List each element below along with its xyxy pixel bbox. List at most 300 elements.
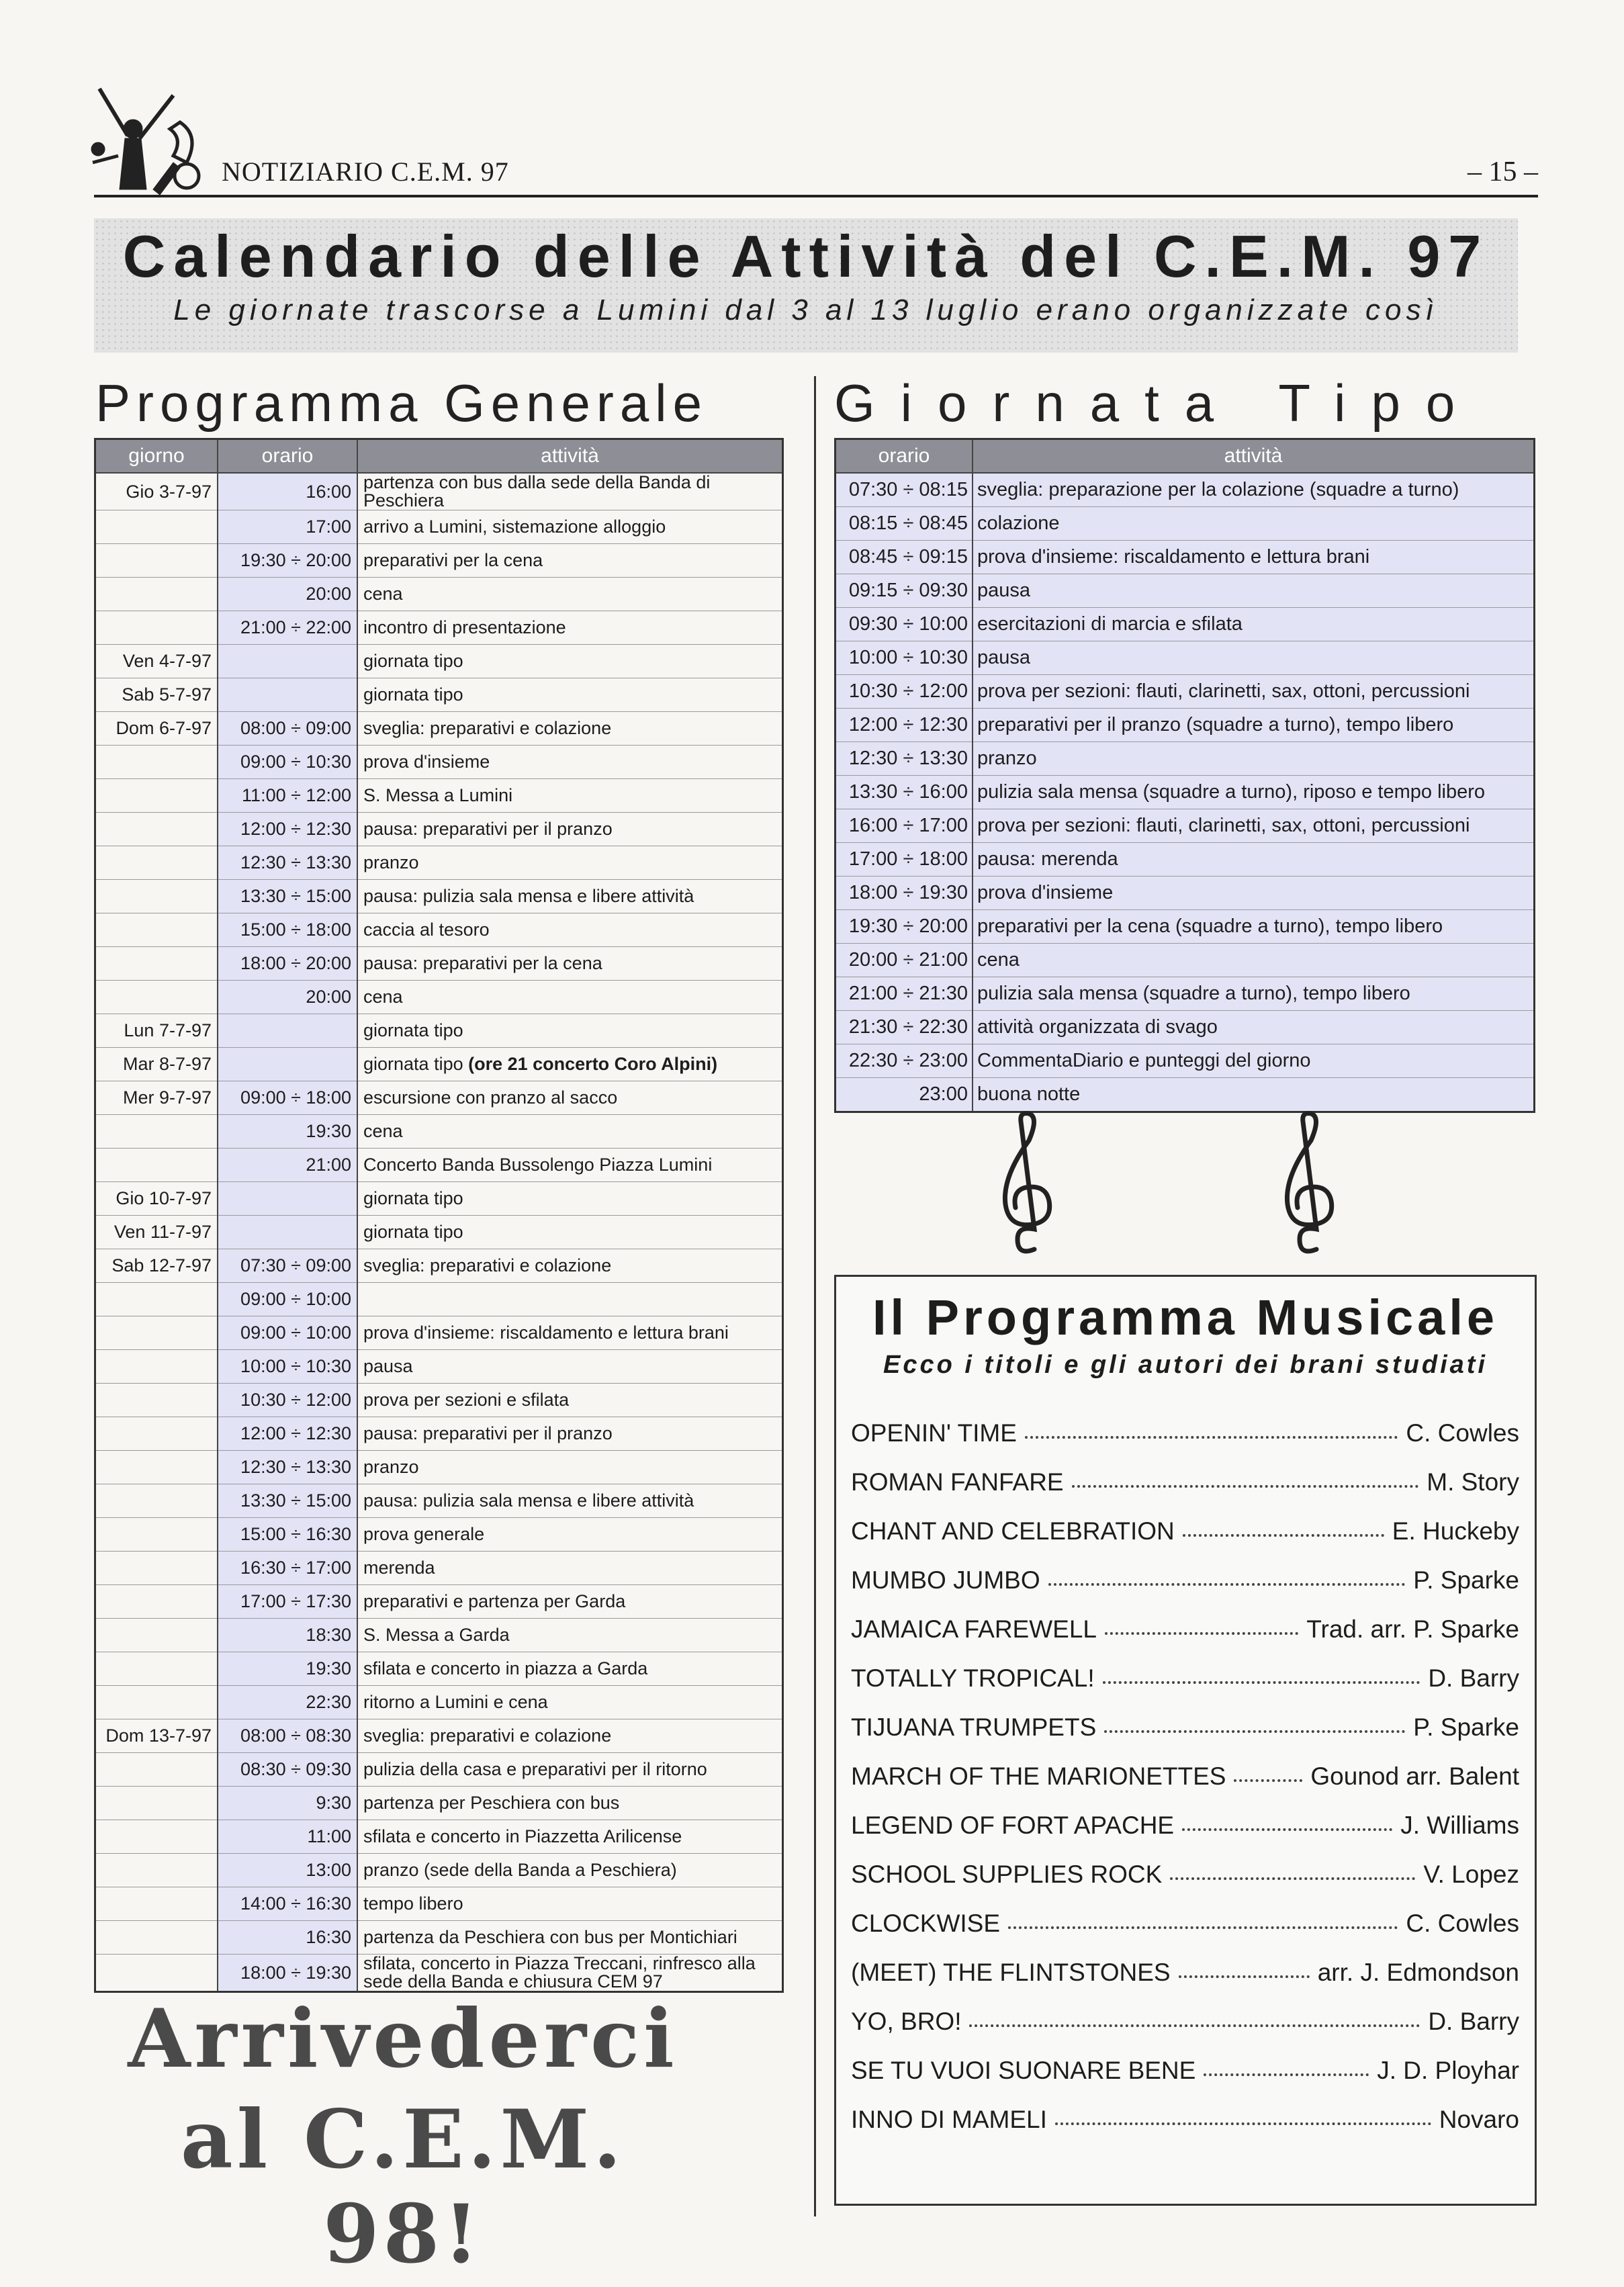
column-header-attivita: attività (973, 439, 1535, 474)
dot-leader (1103, 1681, 1420, 1684)
attivita-cell-text: prova d'insieme: riscaldamento e lettura brani (363, 1322, 729, 1343)
piece-author: J. D. Ployhar (1377, 2057, 1519, 2084)
orario-cell-text: 16:00 (306, 481, 351, 502)
attivita-cell-text: giornata tipo (363, 1054, 463, 1074)
list-item (851, 1615, 1519, 1656)
piece-title: OPENIN' TIME (851, 1419, 1017, 1447)
giorno-cell-text: Lun 7-7-97 (124, 1020, 212, 1040)
attivita-cell (357, 611, 783, 645)
attivita-cell: prova d'insieme (973, 877, 1535, 910)
farewell-message (101, 1991, 705, 2282)
attivita-cell: sveglia: preparazione per la colazione (squadre a turno) (973, 473, 1535, 507)
orario-cell: 16:00 ÷ 17:00 (836, 809, 973, 843)
attivita-cell-text: sveglia: preparativi e colazione (363, 1725, 612, 1746)
dot-leader (1234, 1779, 1302, 1782)
table-row (95, 510, 783, 544)
attivita-cell (357, 1854, 783, 1887)
piece-author: D. Barry (1428, 2008, 1519, 2035)
attivita-cell (357, 1921, 783, 1955)
table-row (95, 1552, 783, 1585)
list-item (851, 1713, 1519, 1754)
orario-cell (218, 1451, 357, 1484)
giorno-cell-text: Sab 5-7-97 (122, 684, 212, 705)
dot-leader (1055, 2122, 1431, 2125)
orario-cell (218, 712, 357, 746)
orario-cell: 13:30 ÷ 16:00 (836, 776, 973, 809)
table-row (95, 1955, 783, 1992)
giorno-cell (95, 1854, 218, 1887)
orario-cell-text: 10:30 ÷ 12:00 (240, 1390, 351, 1410)
attivita-cell (357, 1518, 783, 1552)
giorno-cell (95, 578, 218, 611)
table-row (95, 1014, 783, 1048)
attivita-cell-text: merenda (363, 1558, 435, 1578)
attivita-cell (357, 1384, 783, 1417)
giorno-cell (95, 1921, 218, 1955)
piece-author: C. Cowles (1406, 1910, 1519, 1937)
orario-cell (218, 913, 357, 947)
attivita-cell (357, 544, 783, 578)
table-row (95, 947, 783, 981)
table-row (836, 1078, 1535, 1112)
programma-generale-title: Programma Generale (95, 373, 708, 433)
attivita-cell-text: pausa: preparativi per il pranzo (363, 819, 613, 839)
list-item (851, 1959, 1519, 1999)
orario-cell-text: 19:30 ÷ 20:00 (240, 550, 351, 570)
table-row (95, 1417, 783, 1451)
table-row (95, 473, 783, 510)
orario-cell-text: 15:00 ÷ 18:00 (240, 920, 351, 940)
orario-cell: 12:00 ÷ 12:30 (836, 709, 973, 742)
column-header-orario: orario (218, 439, 357, 474)
orario-cell: 21:00 ÷ 21:30 (836, 977, 973, 1011)
table-row (95, 1182, 783, 1216)
table-row (95, 813, 783, 846)
orario-cell: 21:30 ÷ 22:30 (836, 1011, 973, 1044)
orario-cell-text: 12:00 ÷ 12:30 (240, 1423, 351, 1443)
giorno-cell (95, 913, 218, 947)
orario-cell (218, 1249, 357, 1283)
attivita-cell-text: pausa: pulizia sala mensa e libere attività (363, 1490, 694, 1511)
piece-author: D. Barry (1428, 1664, 1519, 1692)
attivita-cell-text: giornata tipo (363, 651, 463, 671)
attivita-cell-text: cena (363, 1121, 403, 1141)
attivita-cell (357, 1686, 783, 1719)
orario-cell (218, 1887, 357, 1921)
attivita-cell-text: pulizia della casa e preparativi per il ritorno (363, 1759, 707, 1779)
giorno-cell (95, 1552, 218, 1585)
attivita-cell: pranzo (973, 742, 1535, 776)
table-row (95, 678, 783, 712)
attivita-cell (357, 510, 783, 544)
orario-cell: 22:30 ÷ 23:00 (836, 1044, 973, 1078)
table-row (95, 1048, 783, 1081)
piece-title: (MEET) THE FLINTSTONES (851, 1959, 1171, 1986)
attivita-cell (357, 981, 783, 1014)
attivita-cell-text: tempo libero (363, 1893, 463, 1914)
attivita-cell (357, 1081, 783, 1115)
piece-title: CHANT AND CELEBRATION (851, 1517, 1175, 1545)
table-row (95, 1384, 783, 1417)
table-row (95, 1787, 783, 1820)
attivita-cell-text: escursione con pranzo al sacco (363, 1087, 618, 1108)
attivita-cell: prova d'insieme: riscaldamento e lettura brani (973, 541, 1535, 574)
publication-name: NOTIZIARIO C.E.M. 97 (222, 156, 509, 187)
orario-cell-text: 18:00 ÷ 19:30 (240, 1962, 351, 1983)
attivita-cell: pausa (973, 641, 1535, 675)
orario-cell (218, 1350, 357, 1384)
table-row (95, 1115, 783, 1149)
attivita-cell: preparativi per la cena (squadre a turno), tempo libero (973, 910, 1535, 944)
piece-title: LEGEND OF FORT APACHE (851, 1811, 1175, 1839)
table-row (836, 507, 1535, 541)
attivita-cell (357, 846, 783, 880)
giorno-cell (95, 746, 218, 779)
list-item (851, 2057, 1519, 2097)
table-row (95, 712, 783, 746)
orario-cell (218, 1182, 357, 1216)
orario-cell (218, 510, 357, 544)
list-item (851, 1566, 1519, 1607)
dot-leader (1182, 1828, 1392, 1831)
orario-cell (218, 1518, 357, 1552)
giorno-cell (95, 1719, 218, 1753)
attivita-cell (357, 1182, 783, 1216)
piece-author: E. Huckeby (1392, 1517, 1519, 1545)
table-row (95, 1753, 783, 1787)
attivita-cell (357, 947, 783, 981)
column-divider (814, 376, 816, 2216)
orario-cell-text: 09:00 ÷ 10:30 (240, 752, 351, 772)
programma-generale-table (94, 438, 784, 1993)
giorno-cell-text: Ven 4-7-97 (122, 651, 212, 671)
piece-author: arr. J. Edmondson (1317, 1959, 1519, 1986)
table-row (836, 809, 1535, 843)
orario-cell-text: 12:30 ÷ 13:30 (240, 852, 351, 872)
orario-cell-text: 08:30 ÷ 09:30 (240, 1759, 351, 1779)
orario-cell (218, 880, 357, 913)
giorno-cell-text: Mar 8-7-97 (122, 1054, 212, 1074)
column-header-attivita: attività (357, 439, 783, 474)
attivita-cell-text: pausa: pulizia sala mensa e libere attività (363, 886, 694, 906)
page-title: Calendario delle Attività del C.E.M. 97 (122, 223, 1490, 289)
orario-cell-text: 19:30 (306, 1121, 351, 1141)
attivita-cell-text: S. Messa a Garda (363, 1625, 510, 1645)
orario-cell: 07:30 ÷ 08:15 (836, 473, 973, 507)
piece-author: P. Sparke (1413, 1566, 1519, 1594)
piece-author: V. Lopez (1423, 1860, 1519, 1888)
dot-leader (1025, 1436, 1398, 1439)
table-row (95, 1619, 783, 1652)
orario-cell (218, 1652, 357, 1686)
attivita-cell (357, 1719, 783, 1753)
giorno-cell (95, 1014, 218, 1048)
table-row (95, 1820, 783, 1854)
programma-musicale-title: Il Programma Musicale (872, 1290, 1499, 1345)
table-row (95, 1484, 783, 1518)
attivita-cell: preparativi per il pranzo (squadre a turno), tempo libero (973, 709, 1535, 742)
column-header-orario: orario (836, 439, 973, 474)
table-row (836, 977, 1535, 1011)
attivita-cell (357, 1652, 783, 1686)
table-header-row (836, 439, 1535, 474)
orario-cell-text: 18:30 (306, 1625, 351, 1645)
table-row (95, 1518, 783, 1552)
table-row (95, 1149, 783, 1182)
attivita-cell-text: sveglia: preparativi e colazione (363, 718, 612, 738)
dot-leader (1008, 1926, 1398, 1929)
attivita-cell (357, 1753, 783, 1787)
giorno-cell (95, 1384, 218, 1417)
attivita-cell (357, 1115, 783, 1149)
table-row (836, 1044, 1535, 1078)
list-item (851, 2008, 1519, 2048)
giorno-cell (95, 645, 218, 678)
piece-title: MUMBO JUMBO (851, 1566, 1040, 1594)
attivita-cell (357, 1619, 783, 1652)
piece-author: Gounod arr. Balent (1310, 1762, 1519, 1790)
table-row (95, 1887, 783, 1921)
orario-cell-text: 13:30 ÷ 15:00 (240, 1490, 351, 1511)
giorno-cell (95, 1081, 218, 1115)
attivita-cell: prova per sezioni: flauti, clarinetti, sax, ottoni, percussioni (973, 809, 1535, 843)
orario-cell (218, 473, 357, 510)
table-row (95, 1652, 783, 1686)
orario-cell-text: 21:00 (306, 1155, 351, 1175)
page-number: – 15 – (1468, 156, 1538, 187)
orario-cell (218, 1283, 357, 1316)
orario-cell-text: 13:00 (306, 1860, 351, 1880)
orario-cell-text: 17:00 ÷ 17:30 (240, 1591, 351, 1611)
dot-leader (1179, 1975, 1310, 1978)
giorno-cell (95, 880, 218, 913)
orario-cell (218, 1417, 357, 1451)
giorno-cell (95, 779, 218, 813)
attivita-cell (357, 779, 783, 813)
giorno-cell (95, 1216, 218, 1249)
piece-author: Trad. arr. P. Sparke (1306, 1615, 1519, 1643)
list-item (851, 1664, 1519, 1705)
dot-leader (969, 2024, 1420, 2027)
attivita-cell-text: prova d'insieme (363, 752, 490, 772)
attivita-cell: colazione (973, 507, 1535, 541)
giorno-cell (95, 544, 218, 578)
orario-cell (218, 1955, 357, 1992)
attivita-cell-text: pranzo (sede della Banda a Peschiera) (363, 1860, 677, 1880)
orario-cell (218, 1384, 357, 1417)
orario-cell-text: 08:00 ÷ 08:30 (240, 1725, 351, 1746)
piece-title: SCHOOL SUPPLIES ROCK (851, 1860, 1163, 1888)
list-item (851, 2106, 1519, 2146)
piece-title: INNO DI MAMELI (851, 2106, 1047, 2133)
table-row (836, 574, 1535, 608)
attivita-cell: attività organizzata di svago (973, 1011, 1535, 1044)
giorno-cell (95, 510, 218, 544)
attivita-cell-text: sveglia: preparativi e colazione (363, 1255, 612, 1275)
piece-title: CLOCKWISE (851, 1910, 1001, 1937)
attivita-cell (357, 578, 783, 611)
attivita-cell-text: pausa: preparativi per la cena (363, 953, 602, 973)
orario-cell: 18:00 ÷ 19:30 (836, 877, 973, 910)
attivita-cell: CommentaDiario e punteggi del giorno (973, 1044, 1535, 1078)
attivita-cell-text: preparativi per la cena (363, 550, 543, 570)
giorno-cell (95, 1115, 218, 1149)
table-row (836, 1011, 1535, 1044)
attivita-cell (357, 1955, 783, 1992)
attivita-cell-text: giornata tipo (363, 1188, 463, 1208)
header-rule (94, 195, 1538, 197)
piece-author: C. Cowles (1406, 1419, 1519, 1447)
orario-cell: 20:00 ÷ 21:00 (836, 944, 973, 977)
orario-cell (218, 1854, 357, 1887)
attivita-cell-text: giornata tipo (363, 1020, 463, 1040)
table-row (95, 1081, 783, 1115)
attivita-cell-text: arrivo a Lumini, sistemazione alloggio (363, 517, 666, 537)
attivita-cell-text: caccia al tesoro (363, 920, 490, 940)
dot-leader (1183, 1534, 1384, 1537)
attivita-cell: pulizia sala mensa (squadre a turno), tempo libero (973, 977, 1535, 1011)
orario-cell-text: 15:00 ÷ 16:30 (240, 1524, 351, 1544)
orario-cell-text: 11:00 (307, 1826, 351, 1846)
giornata-tipo-table (834, 438, 1535, 1113)
piece-author: J. Williams (1400, 1811, 1519, 1839)
attivita-cell-text: sfilata e concerto in piazza a Garda (363, 1658, 648, 1678)
orario-cell-text: 09:00 ÷ 10:00 (240, 1322, 351, 1343)
piece-author: Novaro (1439, 2106, 1519, 2133)
orario-cell (218, 1216, 357, 1249)
giorno-cell (95, 1249, 218, 1283)
giorno-cell (95, 1484, 218, 1518)
attivita-cell (357, 746, 783, 779)
attivita-cell-text: giornata tipo (363, 1222, 463, 1242)
orario-cell-text: 07:30 ÷ 09:00 (240, 1255, 351, 1275)
attivita-cell: prova per sezioni: flauti, clarinetti, sax, ottoni, percussioni (973, 675, 1535, 709)
page-subtitle: Le giornate trascorse a Lumini dal 3 al 13 luglio erano organizzate così (173, 294, 1439, 326)
orario-cell (218, 611, 357, 645)
dot-leader (1170, 1877, 1415, 1880)
attivita-bold-note: (ore 21 concerto Coro Alpini) (463, 1054, 718, 1074)
orario-cell-text: 16:30 (306, 1927, 351, 1947)
orario-cell (218, 1048, 357, 1081)
farewell-line1: Arrivederci (128, 1991, 678, 2086)
attivita-cell (357, 1014, 783, 1048)
table-row (836, 944, 1535, 977)
giorno-cell (95, 1887, 218, 1921)
programma-musicale-subtitle: Ecco i titoli e gli autori dei brani studiati (883, 1351, 1488, 1379)
giorno-cell (95, 1686, 218, 1719)
giorno-cell (95, 1619, 218, 1652)
attivita-cell-text: pausa (363, 1356, 413, 1376)
giorno-cell (95, 1518, 218, 1552)
treble-clef-icon (1287, 1114, 1331, 1251)
table-row (95, 981, 783, 1014)
piece-title: JAMAICA FAREWELL (851, 1615, 1097, 1643)
dot-leader (1204, 2073, 1369, 2076)
giorno-cell-text: Gio 3-7-97 (126, 481, 212, 502)
giorno-cell (95, 1182, 218, 1216)
orario-cell (218, 1149, 357, 1182)
farewell-line2: al C.E.M. 98! (180, 2092, 626, 2282)
attivita-cell-text: partenza da Peschiera con bus per Montichiari (363, 1927, 737, 1947)
orario-cell-text: 20:00 (306, 987, 351, 1007)
attivita-cell (357, 712, 783, 746)
attivita-cell-text: preparativi e partenza per Garda (363, 1591, 626, 1611)
column-header-giorno: giorno (95, 439, 218, 474)
giorno-cell (95, 712, 218, 746)
list-item (851, 1910, 1519, 1950)
orario-cell: 10:30 ÷ 12:00 (836, 675, 973, 709)
orario-cell (218, 1719, 357, 1753)
giorno-cell (95, 1417, 218, 1451)
table-row (95, 645, 783, 678)
list-item (851, 1517, 1519, 1558)
giorno-cell (95, 611, 218, 645)
table-row (836, 742, 1535, 776)
table-row (95, 1451, 783, 1484)
orario-cell (218, 1552, 357, 1585)
attivita-cell (357, 1249, 783, 1283)
giorno-cell (95, 1451, 218, 1484)
table-row (95, 1283, 783, 1316)
attivita-cell (357, 1787, 783, 1820)
giorno-cell (95, 1820, 218, 1854)
orario-cell (218, 1484, 357, 1518)
attivita-cell: esercitazioni di marcia e sfilata (973, 608, 1535, 641)
attivita-cell: pausa (973, 574, 1535, 608)
piece-title: TIJUANA TRUMPETS (851, 1713, 1097, 1741)
attivita-cell (357, 880, 783, 913)
orario-cell-text: 22:30 (306, 1692, 351, 1712)
programma-musicale-box (834, 1275, 1537, 2206)
table-row (836, 776, 1535, 809)
orario-cell (218, 544, 357, 578)
giorno-cell-text: Gio 10-7-97 (116, 1188, 212, 1208)
giorno-cell (95, 947, 218, 981)
table-row (95, 1719, 783, 1753)
orario-cell: 09:30 ÷ 10:00 (836, 608, 973, 641)
piece-author: P. Sparke (1413, 1713, 1519, 1741)
orario-cell-text: 12:30 ÷ 13:30 (240, 1457, 351, 1477)
giorno-cell (95, 1350, 218, 1384)
orario-cell (218, 1081, 357, 1115)
giorno-cell (95, 678, 218, 712)
orario-cell-text: 13:30 ÷ 15:00 (240, 886, 351, 906)
attivita-cell-text: prova per sezioni e sfilata (363, 1390, 570, 1410)
orario-cell: 12:30 ÷ 13:30 (836, 742, 973, 776)
attivita-cell (357, 1149, 783, 1182)
table-row (95, 779, 783, 813)
table-row (95, 1921, 783, 1955)
attivita-cell-text: cena (363, 584, 403, 604)
title-banner (94, 218, 1518, 353)
orario-cell-text: 11:00 ÷ 12:00 (242, 785, 351, 805)
orario-cell-text: 10:00 ÷ 10:30 (240, 1356, 351, 1376)
attivita-cell-text: cena (363, 987, 403, 1007)
orario-cell-text: 20:00 (306, 584, 351, 604)
attivita-cell (357, 1316, 783, 1350)
attivita-cell (357, 645, 783, 678)
treble-clef-icon (1005, 1114, 1049, 1251)
table-row (95, 1854, 783, 1887)
table-row (836, 709, 1535, 742)
orario-cell: 09:15 ÷ 09:30 (836, 574, 973, 608)
orario-cell (218, 1014, 357, 1048)
giorno-cell-text: Mer 9-7-97 (122, 1087, 212, 1108)
giorno-cell (95, 981, 218, 1014)
giorno-cell (95, 1787, 218, 1820)
table-row (95, 1686, 783, 1719)
list-item (851, 1468, 1519, 1509)
